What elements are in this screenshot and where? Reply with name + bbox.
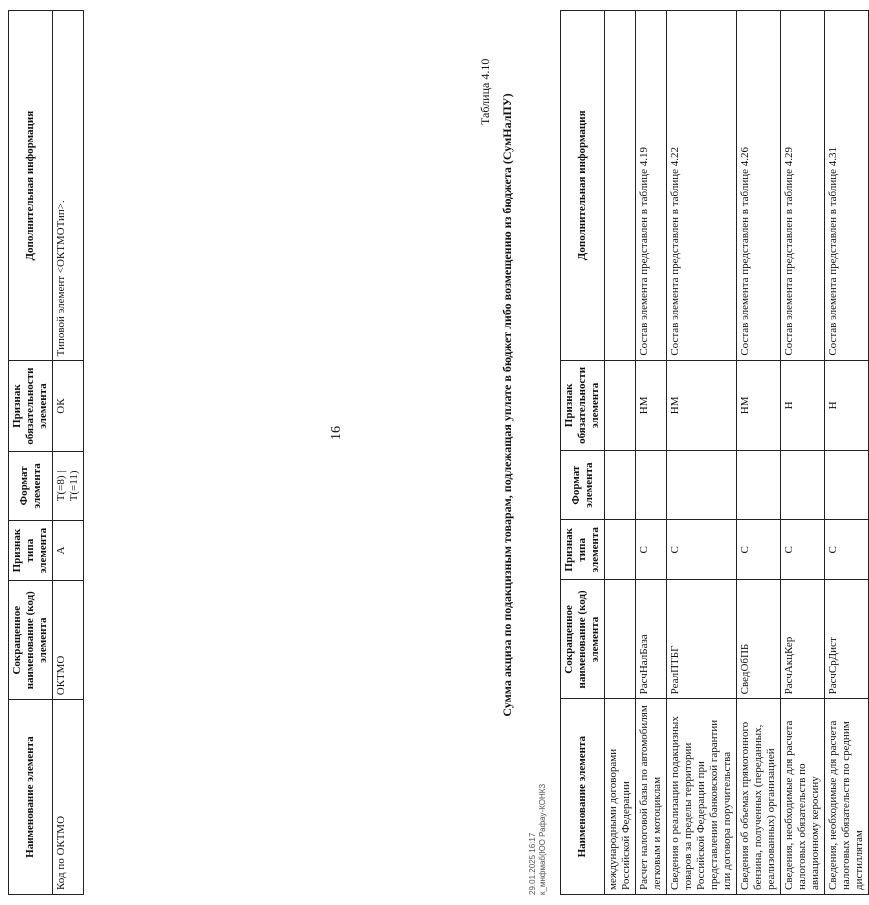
cell-short: РасчНалБаза: [636, 580, 667, 699]
table-label: Таблица 4.10: [478, 58, 492, 125]
header-format: Формат элемента: [561, 451, 605, 520]
cell-info: Состав элемента представлен в таблице 4.22: [667, 11, 737, 361]
cell-format: [737, 451, 781, 520]
cell-required: НМ: [737, 360, 781, 450]
cell-type: С: [781, 520, 825, 580]
table-row: [667, 11, 737, 895]
cell-name: международными договорами Российской Федерации: [605, 699, 636, 895]
cell-info: [605, 11, 636, 361]
cell-short: [605, 580, 636, 699]
page-number: 16: [329, 426, 344, 440]
cell-short: СведОбПБ: [737, 580, 781, 699]
cell-info: Состав элемента представлен в таблице 4.29: [781, 11, 825, 361]
cell-type: С: [737, 520, 781, 580]
cell-name: Сведения о реализации подакцизных товаров за пределы территории Российской Федерации при представлении банковской гарантии или договора поручительства: [667, 699, 737, 895]
cell-name: Сведения об объемах прямогонного бензина, полученных (переданных, реализованных) организацией: [737, 699, 781, 895]
cell-required: ОК: [53, 361, 84, 451]
header-name: Наименование элемента: [9, 700, 53, 895]
cell-format: [605, 451, 636, 520]
header-required: Признак обязательности элемента: [561, 360, 605, 450]
stamp-line-2: к_мнфмаб(ЮО Рафау-КОНКЗ: [538, 783, 547, 895]
header-name: Наименование элемента: [561, 699, 605, 895]
table-row: [636, 11, 667, 895]
table-header-row: [561, 11, 605, 895]
cell-info: Состав элемента представлен в таблице 4.19: [636, 11, 667, 361]
header-type: Признак типа элемента: [561, 520, 605, 580]
header-info: Дополнительная информация: [9, 11, 53, 361]
cell-format: T(=8) | T(=11): [53, 451, 84, 520]
cell-type: [605, 520, 636, 580]
excise-amount-table: [8, 10, 84, 895]
signature-stamp: [528, 784, 548, 895]
header-required: Признак обязательности элемента: [9, 361, 53, 451]
header-info: Дополнительная информация: [561, 11, 605, 361]
cell-info: Состав элемента представлен в таблице 4.31: [825, 11, 869, 361]
cell-required: НМ: [667, 360, 737, 450]
cell-name: Код по ОКТМО: [53, 700, 84, 895]
table-row: [737, 11, 781, 895]
cell-type: С: [825, 520, 869, 580]
table-row: [53, 11, 84, 895]
cell-required: НМ: [636, 360, 667, 450]
cell-type: С: [667, 520, 737, 580]
header-type: Признак типа элемента: [9, 520, 53, 580]
cell-name: Сведения, необходимые для расчета налоговых обязательств по авиационному керосину: [781, 699, 825, 895]
stamp-line-1: 29.01.2025 16:17: [528, 832, 537, 895]
table-caption: Сумма акциза по подакцизным товарам, подлежащая уплате в бюджет либо возмещению из бюджета (СумНалПУ): [500, 93, 514, 717]
cell-format: [781, 451, 825, 520]
cell-info: Типовой элемент <ОКТМОТип>.: [53, 11, 84, 361]
cell-type: А: [53, 520, 84, 580]
cell-name: Расчет налоговой базы по автомобилям легковым и мотоциклам: [636, 699, 667, 895]
cell-format: [825, 451, 869, 520]
header-short-name: Сокращенное наименование (код) элемента: [9, 581, 53, 700]
table-row: [781, 11, 825, 895]
cell-required: Н: [825, 360, 869, 450]
cell-format: [636, 451, 667, 520]
header-format: Формат элемента: [9, 451, 53, 520]
cell-short: ОКТМО: [53, 581, 84, 700]
cell-info: Состав элемента представлен в таблице 4.26: [737, 11, 781, 361]
elements-table-continued: [560, 10, 869, 895]
table-row: [605, 11, 636, 895]
cell-short: РасчСрДист: [825, 580, 869, 699]
cell-format: [667, 451, 737, 520]
table-row: [825, 11, 869, 895]
table-header-row: [9, 11, 53, 895]
cell-name: Сведения, необходимые для расчета налоговых обязательств по средним дистиллятам: [825, 699, 869, 895]
cell-type: С: [636, 520, 667, 580]
cell-required: Н: [781, 360, 825, 450]
cell-short: РеалПТБГ: [667, 580, 737, 699]
header-short-name: Сокращенное наименование (код) элемента: [561, 580, 605, 699]
cell-short: РасчАкцКер: [781, 580, 825, 699]
cell-required: [605, 360, 636, 450]
